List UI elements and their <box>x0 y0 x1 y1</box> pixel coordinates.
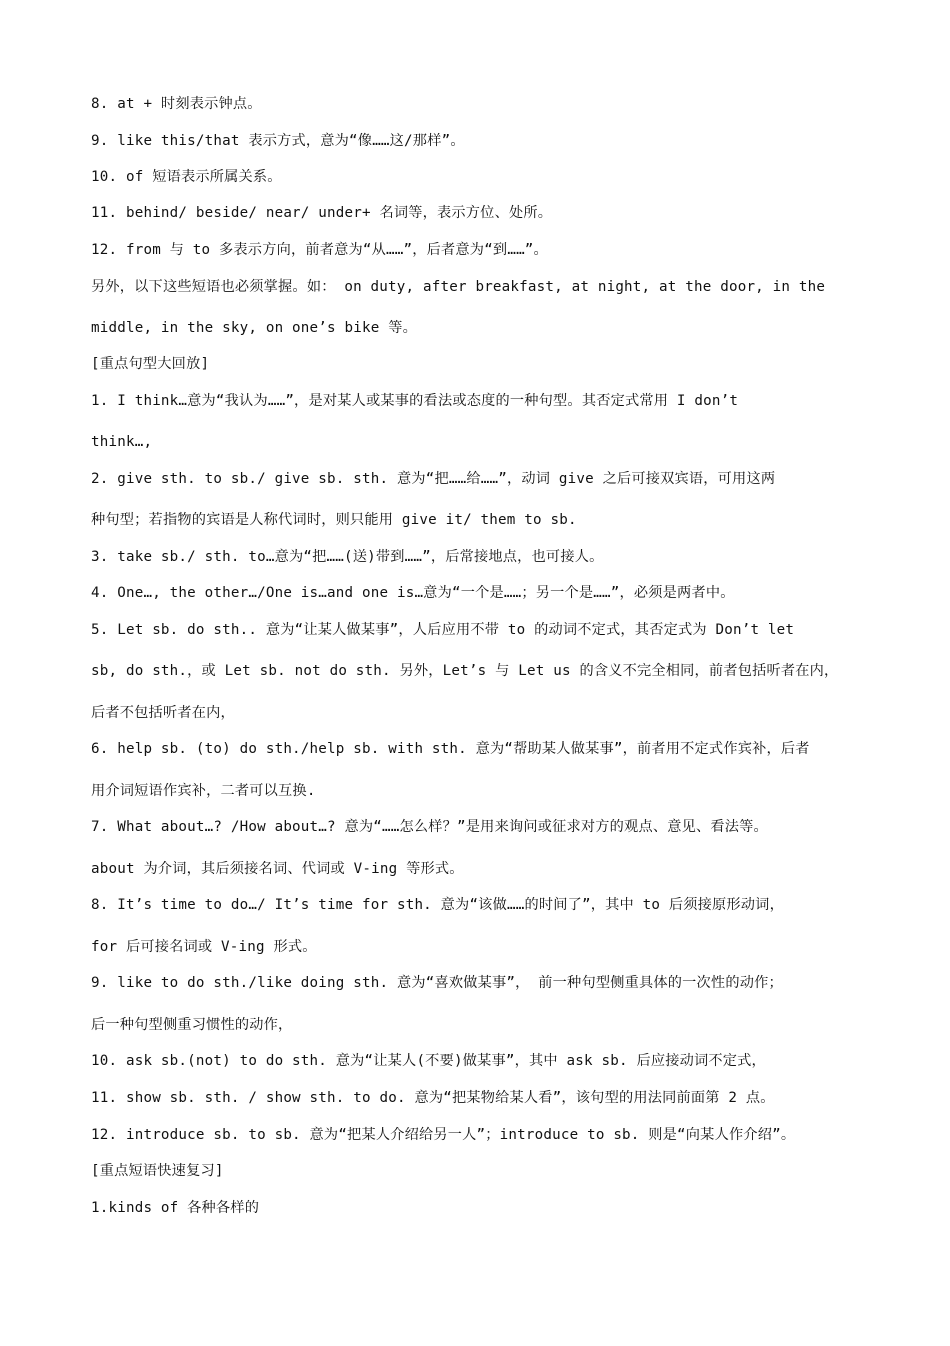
text-line: 后一种句型侧重习惯性的动作， <box>91 1017 293 1033</box>
section-heading: [重点短语快速复习] <box>91 1163 224 1179</box>
text-line: 12. introduce sb. to sb. 意为“把某人介绍给另一人”；introduce to sb. 则是“向某人作介绍”。 <box>91 1127 796 1143</box>
text-line: 4. One…, the other…/One is…and one is…意为“一个是……；另一个是……”，必须是两者中。 <box>91 585 735 601</box>
text-line: 11. behind/ beside/ near/ under+ 名词等，表示方位、处所。 <box>91 205 553 221</box>
text-line: 3. take sb./ sth. to…意为“把……(送)带到……”，后常接地点，也可接人。 <box>91 549 604 565</box>
text-line: 另外，以下这些短语也必须掌握。如： on duty, after breakfast, at night, at the door, in the <box>91 279 826 295</box>
text-line: think…, <box>91 434 153 450</box>
text-line: sb, do sth.，或 Let sb. not do sth. 另外，Let’s 与 Let us 的含义不完全相同，前者包括听者在内， <box>91 663 839 679</box>
text-line: 10. ask sb.(not) to do sth. 意为“让某人(不要)做某事”，其中 ask sb. 后应接动词不定式， <box>91 1053 766 1069</box>
text-line: 12. from 与 to 多表示方向，前者意为“从……”，后者意为“到……”。 <box>91 242 548 258</box>
text-line: 9. like this/that 表示方式，意为“像……这/那样”。 <box>91 133 465 149</box>
text-line: 6. help sb. (to) do sth./help sb. with sth. 意为“帮助某人做某事”，前者用不定式作宾补，后者 <box>91 741 810 757</box>
text-line: 1. I think…意为“我认为……”，是对某人或某事的看法或态度的一种句型。其否定式常用 I don’t <box>91 393 739 409</box>
text-line: 10. of 短语表示所属关系。 <box>91 169 282 185</box>
text-line: 11. show sb. sth. / show sth. to do. 意为“把某物给某人看”，该句型的用法同前面第 2 点。 <box>91 1090 775 1106</box>
text-line: 9. like to do sth./like doing sth. 意为“喜欢做某事”， 前一种句型侧重具体的一次性的动作； <box>91 975 783 991</box>
text-line: about 为介词，其后须接名词、代词或 V-ing 等形式。 <box>91 861 464 877</box>
text-line: 后者不包括听者在内， <box>91 705 235 721</box>
text-line: 种句型；若指物的宾语是人称代词时，则只能用 give it/ them to sb. <box>91 512 577 528</box>
text-line: for 后可接名词或 V-ing 形式。 <box>91 939 317 955</box>
text-line: 5. Let sb. do sth.. 意为“让某人做某事”，人后应用不带 to 的动词不定式，其否定式为 Don’t let <box>91 622 795 638</box>
text-line: 7. What about…? /How about…? 意为“……怎么样？”是用来询问或征求对方的观点、意见、看法等。 <box>91 819 768 835</box>
text-line: 8. It’s time to do…/ It’s time for sth. 意为“该做……的时间了”，其中 to 后须接原形动词， <box>91 897 784 913</box>
text-line: middle, in the sky, on one’s bike 等。 <box>91 320 417 336</box>
section-heading: [重点句型大回放] <box>91 356 210 372</box>
text-line: 1.kinds of 各种各样的 <box>91 1200 260 1216</box>
text-line: 8. at + 时刻表示钟点。 <box>91 96 262 112</box>
text-line: 2. give sth. to sb./ give sb. sth. 意为“把……给……”，动词 give 之后可接双宾语，可用这两 <box>91 471 776 487</box>
text-line: 用介词短语作宾补，二者可以互换. <box>91 783 316 799</box>
